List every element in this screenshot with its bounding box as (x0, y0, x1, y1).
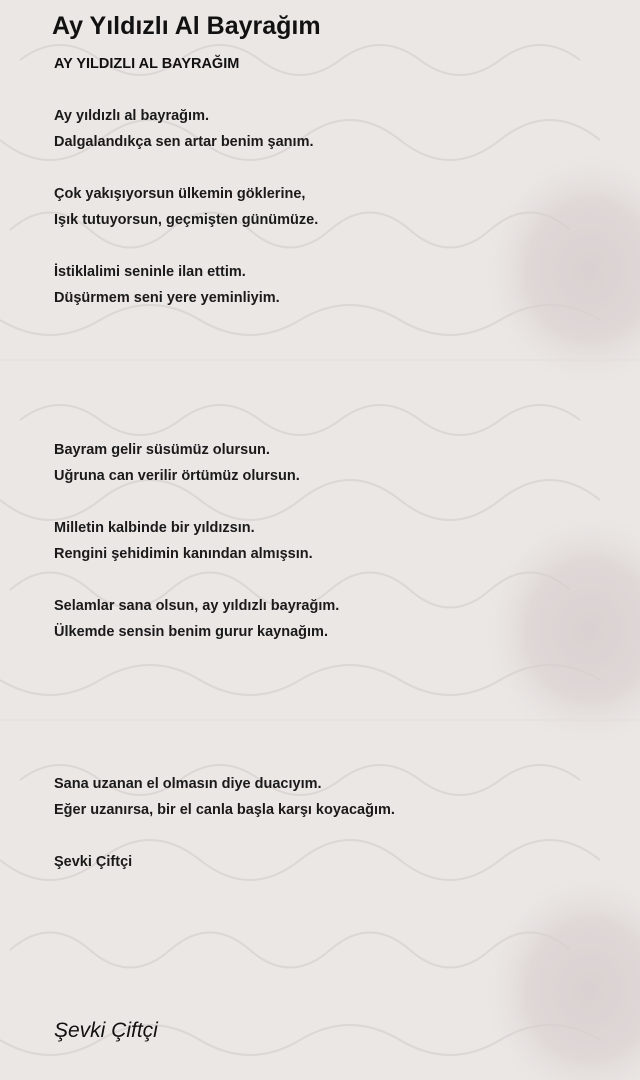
poem-line: Uğruna can verilir örtümüz olursun. (54, 468, 300, 484)
poem-line: Düşürmem seni yere yeminliyim. (54, 290, 280, 306)
poem-heading: AY YILDIZLI AL BAYRAĞIM (54, 56, 240, 72)
poem-line: Ay yıldızlı al bayrağım. (54, 108, 209, 124)
poem-line: Eğer uzanırsa, bir el canla başla karşı koyacağım. (54, 802, 395, 818)
poem-line: Dalgalandıkça sen artar benim şanım. (54, 134, 314, 150)
poem-line: Milletin kalbinde bir yıldızsın. (54, 520, 255, 536)
poem-line: Selamlar sana olsun, ay yıldızlı bayrağım. (54, 598, 340, 614)
poem-line: İstiklalimi seninle ilan ettim. (54, 264, 246, 280)
author-signature: Şevki Çiftçi (54, 1019, 158, 1042)
poem-line: Işık tutuyorsun, geçmişten günümüze. (54, 212, 319, 228)
ink-blot-decoration (485, 155, 640, 1080)
poem-line: Çok yakışıyorsun ülkemin göklerine, (54, 186, 306, 202)
poem-line: Ülkemde sensin benim gurur kaynağım. (54, 624, 328, 640)
page-title: Ay Yıldızlı Al Bayrağım (52, 12, 321, 40)
poem-author: Şevki Çiftçi (54, 854, 133, 870)
poem-line: Rengini şehidimin kanından almışsın. (54, 546, 313, 562)
poem-line: Bayram gelir süsümüz olursun. (54, 442, 270, 458)
poem-line: Sana uzanan el olmasın diye duacıyım. (54, 776, 322, 792)
